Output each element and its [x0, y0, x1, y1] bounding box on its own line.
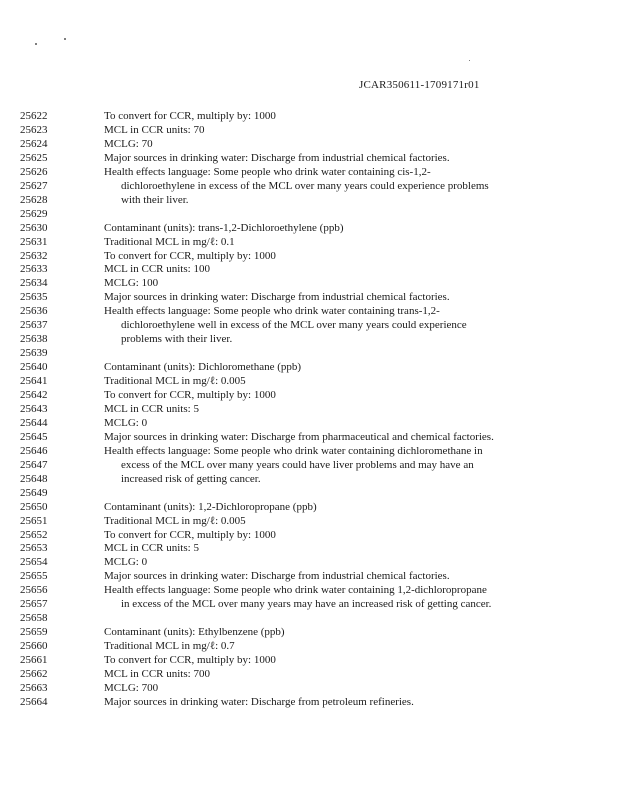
numbered-line: [0, 165, 600, 179]
line-text: Major sources in drinking water: Discharge from industrial chemical factories.: [104, 570, 450, 583]
line-number: 25632: [20, 249, 48, 262]
scan-speck: [35, 43, 37, 45]
line-text: Health effects language: Some people who drink water containing trans-1,2-: [104, 305, 440, 318]
numbered-line: [0, 611, 600, 625]
numbered-line: [0, 695, 600, 709]
line-number: 25635: [20, 291, 48, 304]
numbered-line: [0, 681, 600, 695]
line-number: 25642: [20, 389, 48, 401]
line-text: dichloroethylene well in excess of the MCL over many years could experience: [121, 319, 467, 332]
numbered-line: [0, 583, 600, 597]
line-text: Health effects language: Some people who drink water containing cis-1,2-: [104, 165, 431, 178]
numbered-line: [0, 514, 600, 528]
line-text: Traditional MCL in mg/ℓ: 0.7: [104, 640, 235, 653]
numbered-line: [0, 625, 600, 639]
line-number: 25631: [20, 235, 48, 248]
numbered-line: [0, 472, 600, 486]
line-text: To convert for CCR, multiply by: 1000: [104, 249, 276, 262]
line-number: 25651: [20, 514, 48, 527]
line-text: Contaminant (units): 1,2-Dichloropropane (ppb): [104, 500, 317, 513]
numbered-line: [0, 458, 600, 472]
numbered-line: [0, 249, 600, 263]
line-text: Major sources in drinking water: Discharge from petroleum refineries.: [104, 695, 414, 708]
scan-speck: [64, 38, 66, 40]
numbered-line: [0, 179, 600, 193]
numbered-line: [0, 402, 600, 416]
line-text: MCL in CCR units: 700: [104, 668, 210, 680]
line-number: 25639: [20, 347, 48, 360]
line-number: 25650: [20, 500, 48, 513]
line-text: MCL in CCR units: 5: [104, 402, 199, 415]
line-text: Major sources in drinking water: Discharge from industrial chemical factories.: [104, 291, 450, 304]
line-number: 25654: [20, 556, 48, 569]
line-number: 25662: [20, 668, 48, 680]
line-number: 25663: [20, 681, 48, 694]
line-number: 25656: [20, 584, 48, 597]
line-number: 25636: [20, 305, 48, 318]
numbered-line: [0, 332, 600, 346]
numbered-line: [0, 235, 600, 249]
line-number: 25627: [20, 179, 48, 192]
numbered-line: [0, 262, 600, 276]
line-text: dichloroethylene in excess of the MCL over many years could experience problems: [121, 179, 489, 192]
line-text: To convert for CCR, multiply by: 1000: [104, 654, 276, 667]
line-number: 25660: [20, 640, 48, 653]
numbered-line: [0, 500, 600, 514]
numbered-line: [0, 137, 600, 151]
numbered-line: [0, 486, 600, 500]
line-text: MCLG: 0: [104, 416, 148, 429]
numbered-line: [0, 653, 600, 667]
line-text: MCLG: 70: [104, 137, 153, 150]
numbered-line: [0, 639, 600, 653]
line-number: 25640: [20, 361, 48, 374]
line-text: Contaminant (units): Ethylbenzene (ppb): [104, 626, 285, 639]
numbered-line: [0, 597, 600, 611]
line-text: Traditional MCL in mg/ℓ: 0.005: [104, 514, 246, 527]
numbered-line: [0, 416, 600, 430]
line-text: Major sources in drinking water: Discharge from industrial chemical factories.: [104, 151, 450, 164]
line-text: increased risk of getting cancer.: [121, 472, 261, 485]
numbered-line: [0, 151, 600, 165]
numbered-line: [0, 221, 600, 235]
line-text: To convert for CCR, multiply by: 1000: [104, 110, 276, 122]
line-text: Health effects language: Some people who drink water containing dichloromethane in: [104, 444, 483, 457]
line-number: 25657: [20, 598, 48, 611]
line-number: 25645: [20, 430, 48, 443]
line-number: 25646: [20, 444, 48, 457]
numbered-line: [0, 276, 600, 290]
line-text: problems with their liver.: [121, 333, 233, 346]
numbered-line: [0, 109, 600, 123]
line-number: 25633: [20, 263, 48, 276]
line-number: 25653: [20, 542, 48, 555]
line-number: 25628: [20, 193, 48, 206]
line-number: 25644: [20, 416, 48, 429]
numbered-line: [0, 388, 600, 402]
numbered-line: [0, 193, 600, 207]
line-text: Traditional MCL in mg/ℓ: 0.1: [104, 235, 235, 248]
line-text: To convert for CCR, multiply by: 1000: [104, 389, 276, 401]
line-number: 25664: [20, 695, 48, 708]
line-text: Health effects language: Some people who drink water containing 1,2-dichloropropane: [104, 584, 487, 597]
numbered-line: [0, 290, 600, 304]
line-text: Contaminant (units): Dichloromethane (ppb): [104, 361, 302, 374]
document-id: JCAR350611-1709171r01: [359, 79, 480, 91]
line-number: 25648: [20, 472, 48, 485]
line-number: 25652: [20, 528, 48, 541]
line-text: Traditional MCL in mg/ℓ: 0.005: [104, 375, 246, 388]
numbered-line: [0, 569, 600, 583]
numbered-line: [0, 207, 600, 221]
numbered-line: [0, 374, 600, 388]
line-number: 25629: [20, 207, 48, 220]
line-number: 25649: [20, 486, 48, 499]
line-text: To convert for CCR, multiply by: 1000: [104, 528, 276, 541]
line-number: 25661: [20, 654, 48, 667]
line-text: with their liver.: [121, 193, 189, 206]
line-number: 25641: [20, 375, 48, 388]
scan-speck: [469, 60, 470, 61]
numbered-line: [0, 555, 600, 569]
line-text: MCL in CCR units: 70: [104, 123, 205, 136]
numbered-line: [0, 123, 600, 137]
line-number: 25626: [20, 165, 48, 178]
line-number: 25658: [20, 612, 48, 625]
line-number: 25625: [20, 151, 48, 164]
numbered-line: [0, 444, 600, 458]
numbered-line: [0, 667, 600, 681]
line-number: 25630: [20, 221, 48, 234]
numbered-line: [0, 360, 600, 374]
line-text: MCLG: 700: [104, 681, 159, 694]
line-text: Contaminant (units): trans-1,2-Dichloroethylene (ppb): [104, 221, 344, 234]
line-number: 25622: [20, 110, 48, 122]
line-number: 25655: [20, 570, 48, 583]
numbered-line: [0, 430, 600, 444]
line-number: 25638: [20, 333, 48, 346]
line-text: excess of the MCL over many years could have liver problems and may have an: [121, 458, 474, 471]
line-text: in excess of the MCL over many years may have an increased risk of getting cancer.: [121, 598, 492, 611]
line-number: 25647: [20, 458, 48, 471]
line-number: 25643: [20, 402, 48, 415]
line-number: 25624: [20, 137, 48, 150]
line-text: MCL in CCR units: 5: [104, 542, 199, 555]
line-text: MCL in CCR units: 100: [104, 263, 210, 276]
numbered-line: [0, 528, 600, 542]
line-text: MCLG: 0: [104, 556, 148, 569]
line-number: 25623: [20, 123, 48, 136]
line-text: Major sources in drinking water: Discharge from pharmaceutical and chemical factories.: [104, 430, 494, 443]
line-number: 25637: [20, 319, 48, 332]
line-number: 25659: [20, 626, 48, 639]
numbered-line: [0, 318, 600, 332]
line-number: 25634: [20, 277, 48, 290]
numbered-line: [0, 304, 600, 318]
numbered-line: [0, 346, 600, 360]
line-text: MCLG: 100: [104, 277, 159, 290]
numbered-line: [0, 541, 600, 555]
